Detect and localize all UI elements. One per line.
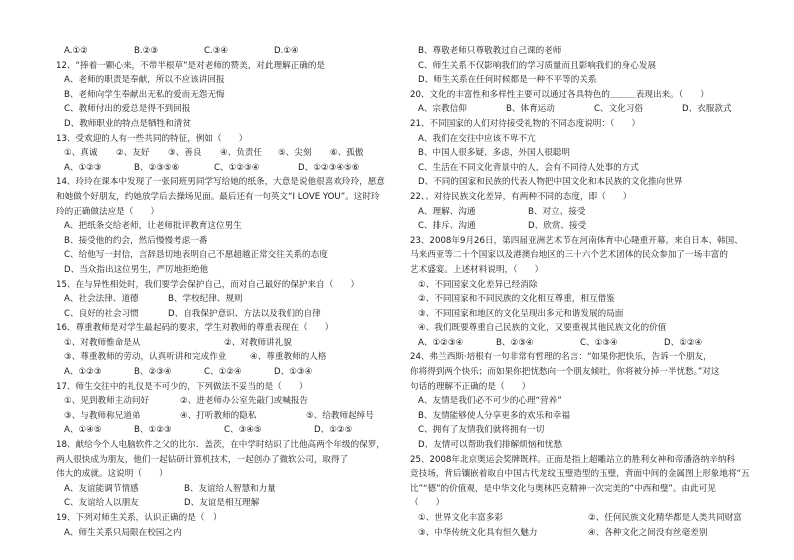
option-item: C、良好的社会习惯 [64, 308, 139, 319]
option-item: B、友谊给人智慧和力量 [184, 483, 276, 494]
option-row [410, 526, 780, 541]
option-item: ③、中华传统文化具有恒久魅力 [418, 527, 538, 538]
option-line: A、我们在交往中应该不卑不亢 [418, 133, 536, 144]
option-item: D、①②⑤ [314, 425, 353, 436]
option-item: C、①③④ [580, 337, 618, 348]
left-column [56, 44, 426, 540]
option-item: B、对立、接受 [528, 206, 586, 217]
option-item: C、③④⑤ [224, 425, 262, 436]
option-line: ①、不同国家文化差异已经消除 [418, 279, 538, 290]
option-item: D、欣赏、接受 [528, 221, 587, 232]
option-item: D、衣服款式 [682, 104, 732, 115]
option-item: ①、真诚 [64, 148, 98, 159]
option-row [410, 219, 780, 234]
question-continuation: 句话的理解不正确的是（ ） [410, 381, 531, 392]
option-item: A、①②③ [64, 367, 102, 378]
option-row [56, 409, 426, 424]
right-column [410, 44, 780, 540]
option-row [410, 336, 780, 351]
option-item: C、①②④ [204, 367, 242, 378]
option-row [56, 146, 426, 161]
option-item: A、①②③ [64, 162, 102, 173]
option-line: ②、不同国家和不同民族的文化相互尊重，相互借鉴 [418, 294, 615, 305]
option-row [410, 205, 780, 220]
option-item: B、①②③ [134, 425, 172, 436]
question-continuation: 竞技场，背后镶嵌着取自中国古代龙纹玉璧造型的玉璧，背面中间的金属图上形象地将“五 [410, 469, 750, 480]
option-item: ⑤、给教师起绰号 [306, 410, 374, 421]
question-text: 18、献给今个人电脑软件之父的比尔．盖茨，在中学时结识了比他高两个年级的保罗， [56, 440, 385, 451]
option-line: B、老师向学生奉献出无私的爱而无怨无悔 [64, 89, 225, 100]
option-line: A、把纸条交给老师，让老师批评教育这位男生 [64, 221, 242, 232]
option-item: ②、对教师讲礼貌 [224, 337, 292, 348]
option-item: D、①③④ [274, 367, 313, 378]
option-line: B、友情能够使人分享更多的欢乐和幸福 [418, 410, 570, 421]
option-item: B、体育运动 [506, 104, 555, 115]
option-line: C、生活在不同文化背景中的人，会有不同待人处事的方式 [418, 162, 639, 173]
option-line: C、教师付出的爱总是得不到回报 [64, 104, 191, 115]
question-text: 14、玲玲在课本中发现了一张同班男同学写给她的纸条，大意是说他很喜欢玲玲，愿意 [56, 177, 385, 188]
option-item: A、①②③④ [418, 337, 464, 348]
option-row [410, 102, 780, 117]
option-row [56, 350, 426, 365]
option-row [56, 44, 426, 59]
question-text: 24、弗兰西斯·培根有一句非常有哲理的名言：“如果你把快乐，告诉一个朋友， [410, 352, 712, 363]
option-item: A、宗教信仰 [418, 104, 467, 115]
option-line: ③、不同国家和地区的文化呈现出多元和谐发展的局面 [418, 308, 624, 319]
option-row [56, 394, 426, 409]
option-row [410, 511, 780, 526]
question-text: 13、受欢迎的人有一些共同的特征，例如（ ） [56, 133, 248, 144]
question-text: 16、尊重教师是对学生最起码的要求，学生对教师的尊重表现在（ ） [56, 323, 334, 334]
option-item: D.①④ [274, 46, 299, 56]
option-item: B、②③⑤⑥ [134, 162, 180, 173]
question-continuation: 和她做个好朋友，约她放学后去操场见面。最后还有一句英文“I LOVE YOU”。这时玲 [56, 191, 380, 202]
question-text: 17、师生交往中的礼仪是不可少的，下列做法不妥当的是（ ） [56, 381, 308, 392]
option-row [56, 161, 426, 176]
question-text: 23、2008年9月26日，第四届亚洲艺术节在河南体育中心隆重开幕。来自日本、韩国、 [410, 235, 743, 246]
question-continuation: 马来西亚等二十个国家以及港澳台地区的三十六个艺术团体的民众参加了一场丰富的 [410, 250, 728, 261]
question-text: 19、下列对师生关系，认识正确的是（ ） [56, 513, 222, 523]
option-item: B、②③④ [496, 337, 534, 348]
question-continuation: 你将得到两个快乐；而如果你把忧愁向一个朋友倾吐，你将被分掉一半忧愁。”对这 [410, 367, 720, 378]
option-item: C.③④ [204, 46, 229, 56]
option-item: ④、打听教师的隐私 [180, 410, 257, 421]
option-item: A、友谊能调节情感 [64, 483, 139, 494]
option-item: ①、世界文化丰富多彩 [418, 513, 504, 523]
option-line: D、不同的国家和民族的代表人物把中国文化和本民族的文化推向世界 [418, 177, 683, 188]
option-line: D、教师职业的特点是牺牲和清贫 [64, 118, 191, 129]
option-item: ③、善良 [168, 148, 202, 159]
option-line: A、老师的职责是奉献，所以不应该讲回报 [64, 75, 225, 86]
option-line: A、师生关系只局限在校园之内 [64, 527, 182, 538]
question-text: 12、“捧着一颗心来，不带半根草”是对老师的赞美，对此理解正确的是 [56, 60, 326, 71]
question-text: 25、2008年北京奥运会奖牌既样。正面是指上超雕站立的胜利女神和帝潘洛纳辛纳科 [410, 454, 735, 465]
option-item: D、自我保护意识、方法以及我们的自律 [168, 308, 321, 319]
option-item: C、文化习俗 [594, 104, 643, 115]
option-line: D、当众指出这位男生，严厉地拒绝他 [64, 264, 209, 275]
option-row [56, 423, 426, 438]
option-row [56, 365, 426, 380]
option-line: B、尊敬老师只尊敬教过自己课的老师 [418, 46, 562, 56]
option-item: A、①④⑤ [64, 425, 102, 436]
option-item: ②、进老师办公室先敲门或喊报告 [180, 396, 309, 407]
option-line: ④、我们既要尊重自己民族的文化，又要重视其他民族文化的价值 [418, 323, 667, 334]
question-text: 15、在与异性相处时，我们要学会保护自己，而对自己最好的保护来自（ ） [56, 279, 360, 290]
option-item: A.①② [64, 46, 88, 56]
option-line: C、拥有了友情我们就将拥有一切 [418, 425, 545, 436]
option-item: ③、尊重教师的劳动，认真听讲和完成作业 [64, 352, 227, 363]
option-item: ⑤、尖刻 [278, 148, 312, 159]
option-item: ④、负责任 [220, 148, 263, 159]
option-item: ②、友好 [116, 148, 150, 159]
option-item: B、学校纪律、规则 [168, 294, 243, 305]
option-row [56, 496, 426, 511]
option-item: ④、各种文化之间没有丝毫差别 [588, 527, 708, 538]
question-continuation: 艺术盛宴。上述材料说明，（ ） [410, 264, 544, 275]
option-line: B、接受他的约会，然后慢慢考虑一番 [64, 235, 208, 246]
option-row [56, 482, 426, 497]
option-row [56, 307, 426, 322]
question-continuation: 比”“德”的价值观，是中华文化与奥林匹克精神一次完美的“中西和璧”。由此可见 [410, 483, 716, 494]
option-item: D、①②④ [664, 337, 703, 348]
option-item: D、友谊是相互理解 [184, 498, 260, 509]
question-text: 22、、对待民族文化差异，有两种不同的态度，即（ ） [410, 191, 632, 202]
option-item: C、①②③④ [214, 162, 260, 173]
option-item: B.②③ [134, 46, 159, 56]
option-line: A、友情是我们必不可少的心理“营养” [418, 396, 562, 407]
option-line: D、友情可以帮助我们排解烦恼和忧愁 [418, 440, 563, 451]
option-row [56, 292, 426, 307]
option-item: ⑥、孤傲 [330, 148, 364, 159]
option-item: D、①②③④⑤⑥ [298, 162, 360, 173]
question-continuation: 两人很快成为朋友，他们一起钻研计算机技术，一起创办了微软公司，取得了 [56, 454, 349, 465]
option-item: ②、任何民族文化精华都是人类共同财富 [588, 513, 742, 523]
option-row [56, 336, 426, 351]
question-continuation: （ ） [410, 498, 445, 509]
option-line: B、中国人很多疑、多虑，外国人很聪明 [418, 148, 570, 159]
option-line: D、师生关系在任何时候都是一种不平等的关系 [418, 75, 597, 86]
option-item: A、社会法律、道德 [64, 294, 139, 305]
option-item: C、排斥、沟通 [418, 221, 476, 232]
option-item: ④、尊重教师的人格 [250, 352, 327, 363]
option-line: C、师生关系不仅影响我们的学习质量而且影响我们的身心发展 [418, 60, 657, 71]
question-text: 20、文化的丰富性和多样性主要可以通过各具特色的＿＿＿表现出来。（ ） [410, 89, 709, 100]
question-continuation: 伟大的成就。这说明（ ） [56, 469, 168, 480]
option-item: ①、见到教师主动问好 [64, 396, 150, 407]
question-continuation: 玲的正确做法应是（ ） [56, 206, 160, 217]
option-item: ①、对教师惟命是从 [64, 337, 141, 348]
option-line: C、给他写一封信，言辞恳切地表明自己不愿超越正常交往关系的态度 [64, 250, 328, 261]
option-item: B、②③④ [134, 367, 172, 378]
option-item: C、友谊给人以朋友 [64, 498, 139, 509]
option-item: ③、与教师称兄道弟 [64, 410, 141, 421]
question-text: 21、不同国家的人们对待接受礼物的不同态度说明：（ ） [410, 118, 641, 129]
option-item: A、理解、沟通 [418, 206, 476, 217]
